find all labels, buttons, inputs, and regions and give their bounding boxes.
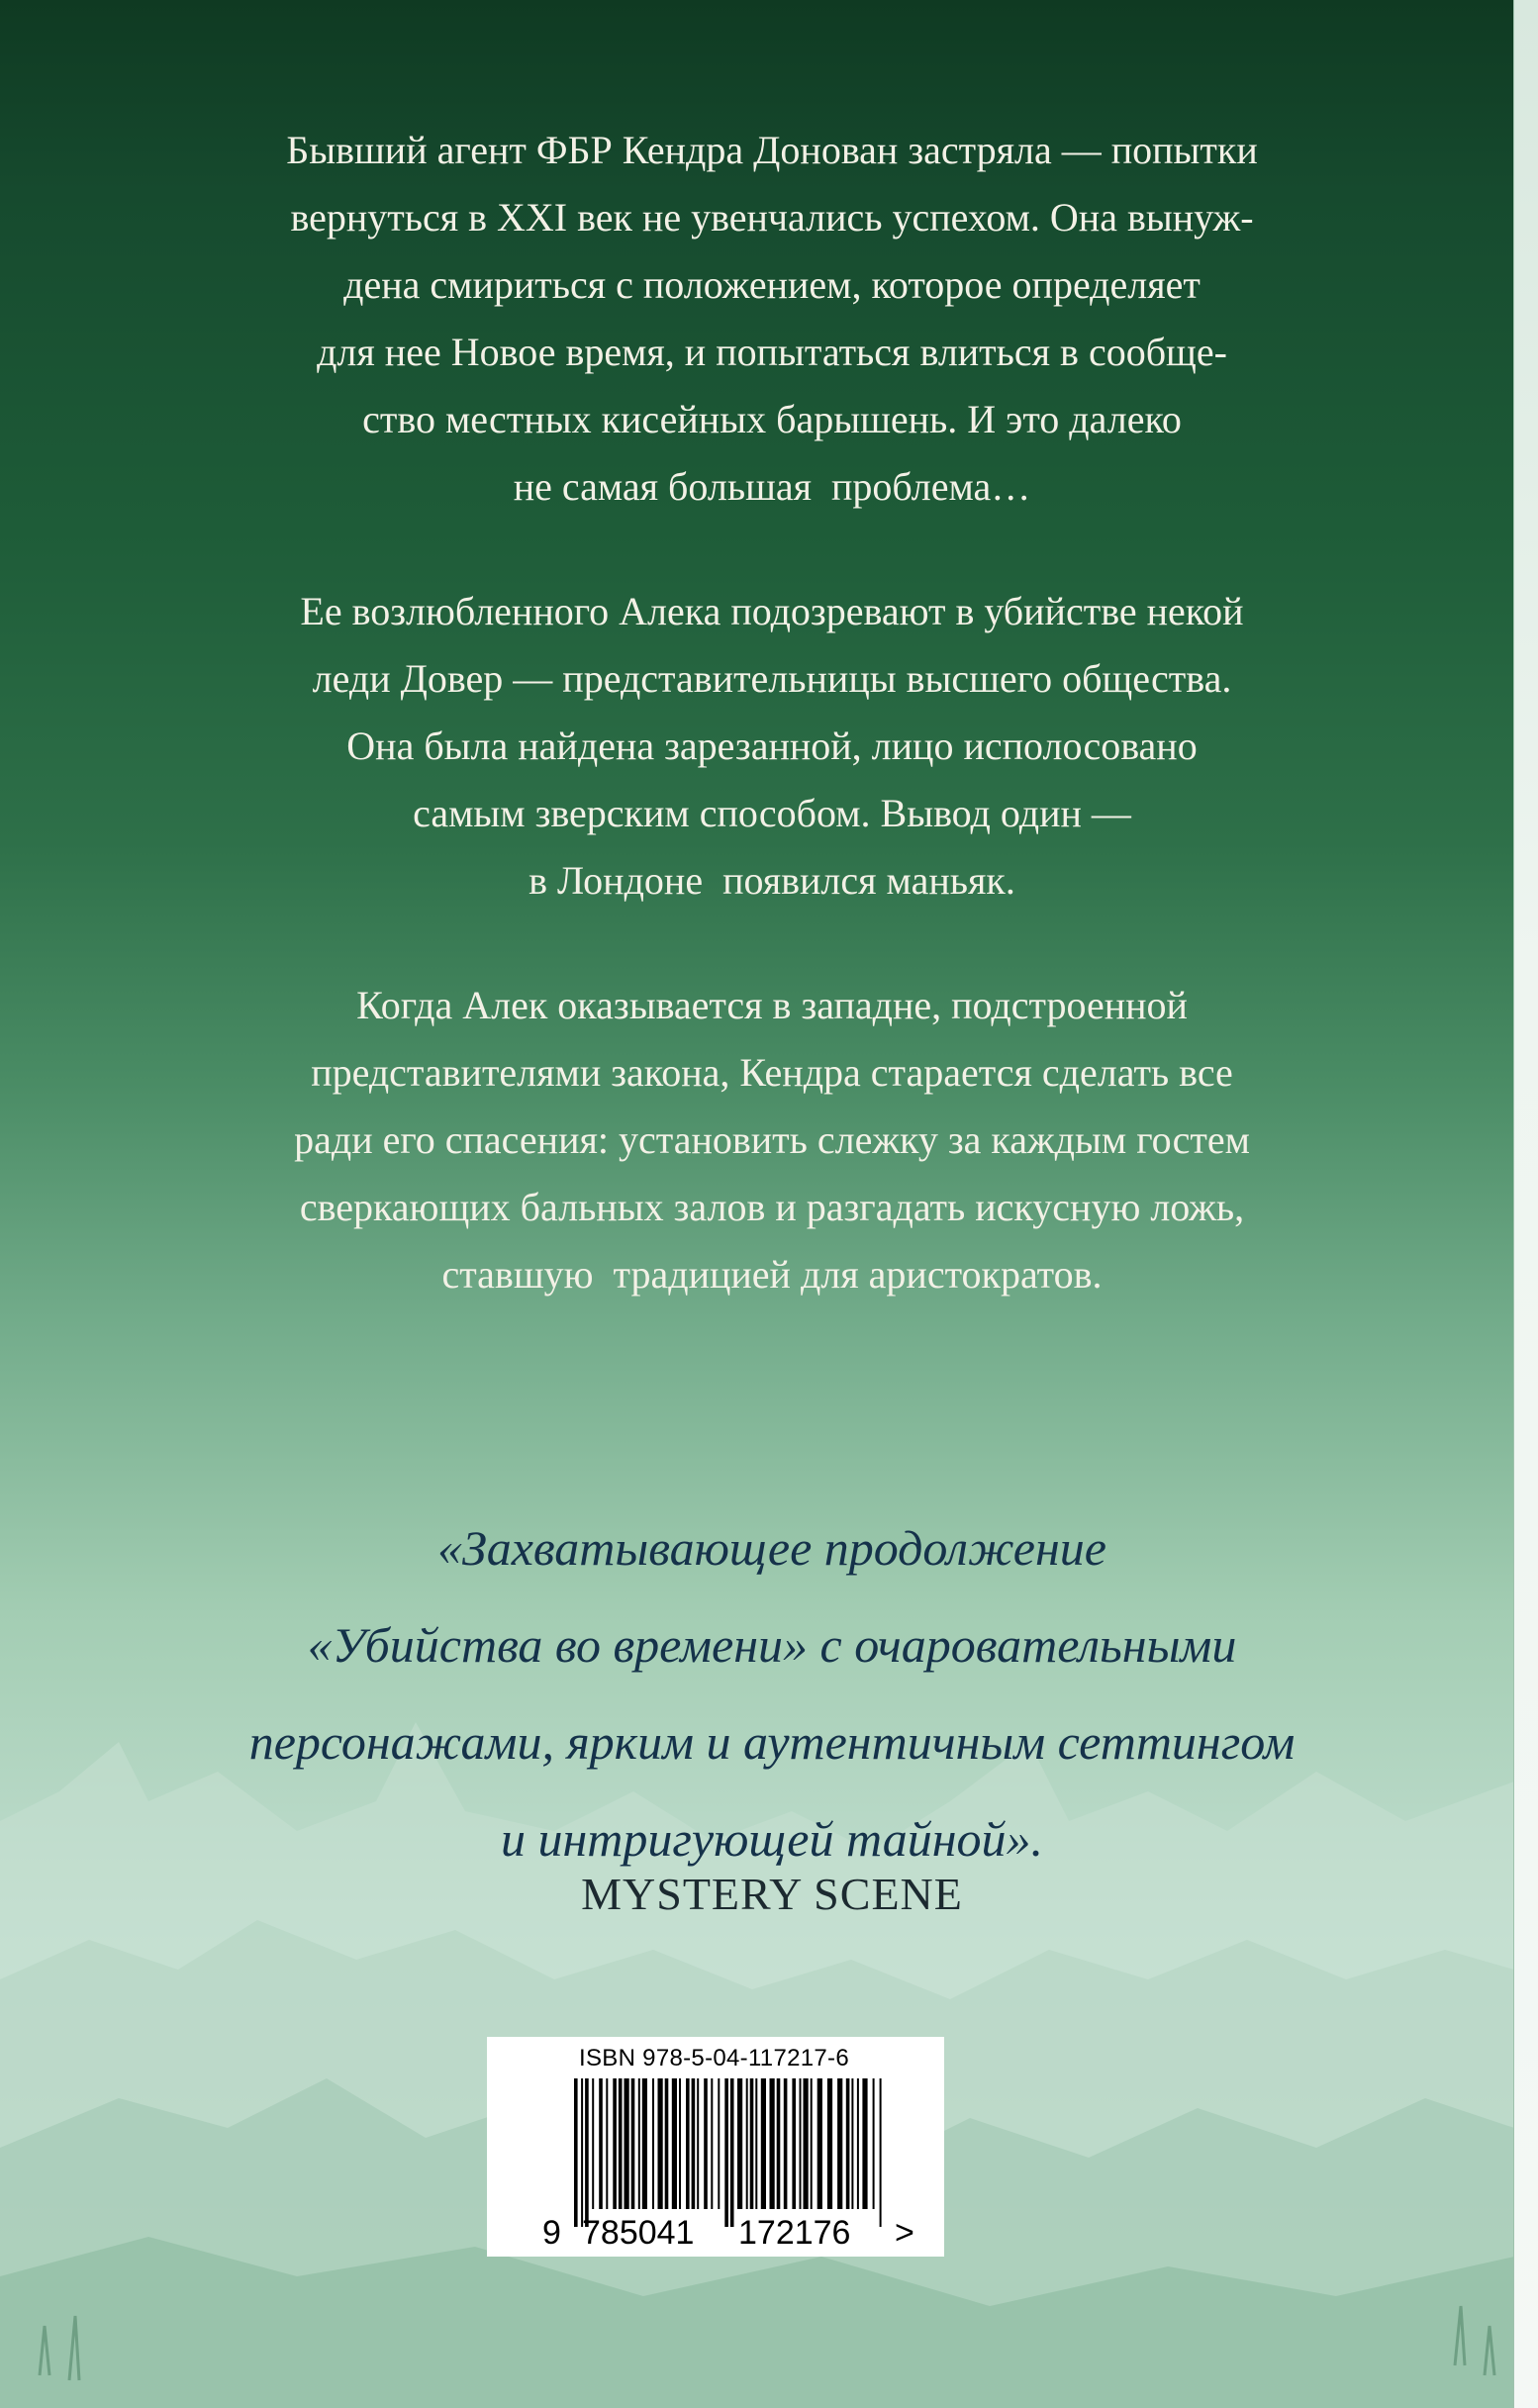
barcode-bar [792, 2078, 796, 2209]
barcode-bar [837, 2078, 842, 2209]
barcode-digits-left: 785041 [582, 2214, 695, 2252]
barcode-digits-right: 172176 [738, 2214, 851, 2252]
blurb-line: Бывший агент ФБР Кендра Донован застряла — попытки [286, 128, 1258, 172]
blurb-line: дена смириться с положением, которое определяет [343, 262, 1201, 307]
blurb-paragraph-1 [79, 117, 1465, 521]
blurb-line: ство местных кисейных барышень. И это далеко [362, 397, 1182, 441]
quote-line: персонажами, ярким и аутентичным сеттингом [248, 1714, 1296, 1770]
barcode-bar [574, 2078, 578, 2227]
barcode-bar [686, 2078, 690, 2209]
barcode-bar [862, 2078, 867, 2209]
barcode-bar [642, 2078, 647, 2209]
blurb-line: для нее Новое время, и попытаться влиться в сообще- [317, 330, 1227, 374]
blurb-line: ради его спасения: установить слежку за каждым гостем [294, 1117, 1250, 1162]
barcode-bar [770, 2078, 775, 2209]
quote-line: «Захватывающее продолжение [436, 1520, 1106, 1576]
review-quote [79, 1499, 1465, 1887]
blurb-line: леди Довер — представительницы высшего общества. [312, 656, 1232, 701]
blurb-line: Ее возлюбленного Алека подозревают в убийстве некой [300, 589, 1244, 633]
barcode-bar [851, 2078, 853, 2209]
barcode-bar [846, 2078, 850, 2209]
barcode-bar [679, 2078, 681, 2209]
blurb-line: самым зверским способом. Вывод один — [413, 791, 1131, 835]
barcode-bar [697, 2078, 699, 2209]
barcode-bar [711, 2078, 713, 2209]
quote-line: и интригующей тайной». [500, 1811, 1044, 1867]
barcode-bar [857, 2078, 859, 2209]
barcode-bar [784, 2078, 788, 2209]
isbn-barcode [487, 2037, 944, 2257]
blurb-line: Она была найдена зарезанной, лицо исполосовано [346, 723, 1198, 768]
barcode-digit-first: 9 [542, 2214, 561, 2252]
spine-edge [1513, 0, 1538, 2408]
blurb-line: сверкающих бальных залов и разгадать искусную ложь, [299, 1185, 1245, 1229]
barcode-bar [652, 2078, 654, 2209]
barcode-bar [873, 2078, 875, 2209]
barcode-bar [724, 2078, 728, 2227]
barcode-bar [827, 2078, 832, 2209]
barcode-bar [800, 2078, 802, 2209]
barcode-bar [755, 2078, 757, 2209]
blurb-line: представителями закона, Кендра старается сделать все [311, 1050, 1233, 1095]
blurb-line: Когда Алек оказывается в западне, подстроенной [356, 983, 1188, 1027]
barcode-bar [746, 2078, 748, 2209]
barcode-bar [718, 2078, 720, 2209]
barcode-bar [606, 2078, 608, 2209]
blurb-line: ставшую традицией для аристократов. [441, 1252, 1103, 1297]
barcode-bar [581, 2078, 583, 2227]
barcode-bar [777, 2078, 781, 2209]
barcode-bar [613, 2078, 617, 2209]
barcode-bar [761, 2078, 766, 2209]
barcode-bar [730, 2078, 734, 2227]
barcode-bar [638, 2078, 640, 2209]
quote-source: MYSTERY SCENE [581, 1869, 963, 1919]
barcode-bar [692, 2078, 696, 2209]
barcode-bar [737, 2078, 742, 2209]
barcode-bar [665, 2078, 669, 2209]
barcode-bar [619, 2078, 623, 2209]
barcode-bar [811, 2078, 813, 2209]
barcode-bar [585, 2078, 589, 2227]
barcode-arrow: > [895, 2214, 914, 2252]
barcode-bar [704, 2078, 708, 2209]
blurb-line: в Лондоне появился маньяк. [529, 858, 1015, 903]
barcode-bar [625, 2078, 629, 2209]
barcode-bar [880, 2078, 882, 2227]
barcode-bar [817, 2078, 822, 2209]
barcode-bar [804, 2078, 809, 2209]
blurb-line: вернуться в XXI век не увенчались успехом. Она вынуж- [290, 195, 1254, 240]
quote-line: «Убийства во времени» с очаровательными [307, 1617, 1237, 1673]
isbn-label: ISBN 978-5-04-117217-6 [579, 2045, 849, 2071]
barcode-bar [631, 2078, 635, 2209]
barcode-bar [658, 2078, 663, 2209]
blurb-paragraph-3 [79, 972, 1465, 1308]
barcode-bar [599, 2078, 603, 2209]
barcode-bar [750, 2078, 754, 2209]
blurb-paragraph-2 [79, 578, 1465, 915]
barcode-bar [672, 2078, 677, 2209]
barcode-bar [592, 2078, 594, 2209]
blurb-line: не самая большая проблема… [513, 464, 1031, 509]
